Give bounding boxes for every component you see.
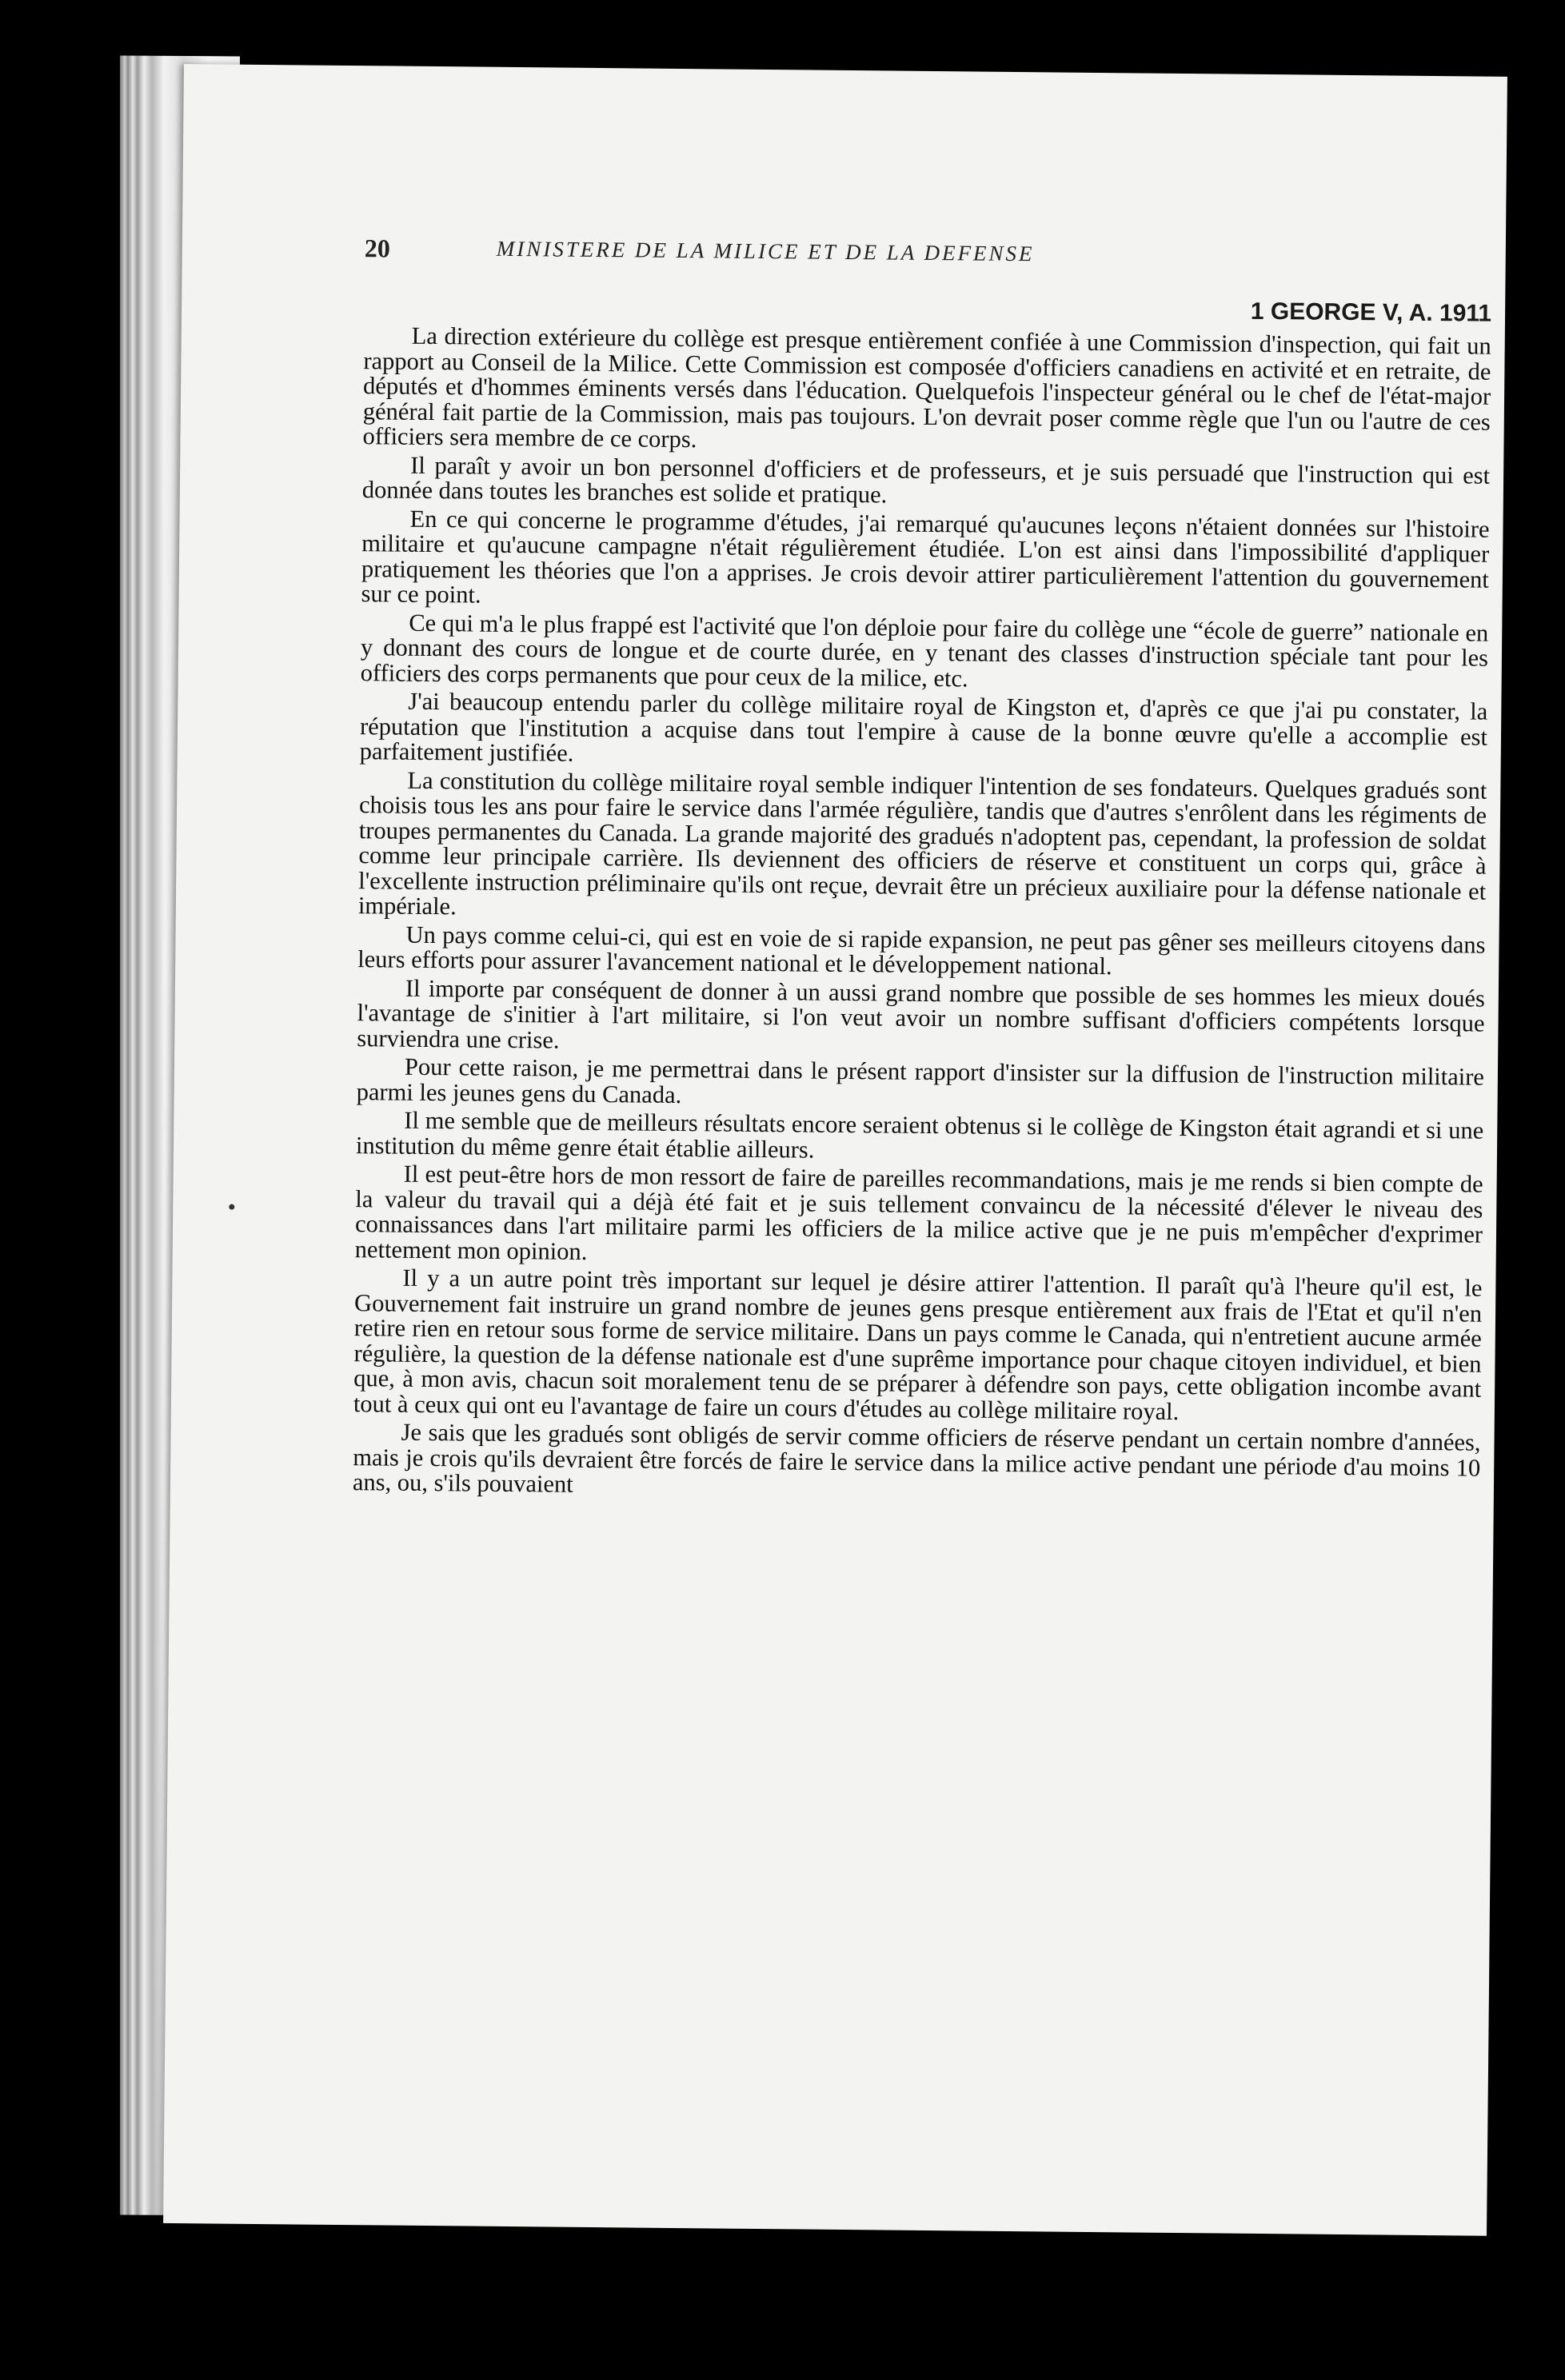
page-number: 20	[364, 234, 390, 263]
paragraph: Je sais que les gradués sont obligés de servir comme officiers de réserve pendant un certain nombre d'années, mais je crois qu'ils devraient être forcés de faire le service dans la milice active pendant une période d'au moins 10 ans, ou, s'ils pouvaient	[352, 1418, 1481, 1498]
paragraph: Il est peut-être hors de mon ressort de faire de pareilles recommandations, mais je me rends si bien compte de la valeur du travail qui a déjà été fait et je suis tellement convaincu de la nécessité d'élever le niveau des connaissances dans l'art militaire parmi les officiers de la milice active que je ne puis m'empêcher d'exprimer nettement mon opinion.	[354, 1160, 1483, 1265]
paragraph: Il paraît y avoir un bon personnel d'officiers et de professeurs, et je suis persuadé que l'instruction qui est donnée dans toutes les branches est solide et pratique.	[361, 451, 1491, 509]
paragraph: Pour cette raison, je me permettrai dans le présent rapport d'insister sur la diffusion de l'instruction militaire parmi les jeunes gens du Canada.	[356, 1052, 1485, 1108]
paragraph: Un pays comme celui-ci, qui est en voie de si rapide expansion, ne peut pas gêner ses meilleurs citoyens dans leurs efforts pour assurer l'avancement national et le développement national.	[357, 920, 1486, 980]
page-content	[353, 234, 1492, 1506]
margin-speck	[229, 1204, 234, 1210]
session-line: 1 GEORGE V, A. 1911	[1250, 298, 1492, 327]
running-header	[364, 234, 1492, 293]
paragraph: J'ai beaucoup entendu parler du collège militaire royal de Kingston et, d'après ce que j'ai pu constater, la réputation que l'institution a acquise dans tout l'empire à cause de la bonne œuvre qu'elle a accomplie est parfaitement justifiée.	[359, 687, 1488, 767]
paragraph: Il me semble que de meilleurs résultats encore seraient obtenus si le collège de Kingston était agrandi et si une institution du même genre était établie ailleurs.	[355, 1106, 1484, 1164]
paragraph: En ce qui concerne le programme d'études, j'ai remarqué qu'aucunes leçons n'étaient données sur l'histoire militaire et qu'aucune campagne n'était régulièrement étudiée. L'on est ainsi dans l'impossibilité d'appliquer pratiquement les théories que l'on a apprises. Je crois devoir attirer particulièrement l'attention du gouvernement sur ce point.	[361, 505, 1490, 609]
running-title: MINISTERE DE LA MILICE ET DE LA DEFENSE	[496, 236, 1035, 266]
paragraph: Il y a un autre point très important sur lequel je désire attirer l'attention. Il paraît qu'à l'heure qu'il est, le Gouvernement fait instruire un grand nombre de jeunes gens presque entièrement aux frais de l'Etat et qu'il n'en retire rien en retour sous forme de service militaire. Dans un pays comme le Canada, qui n'entretient aucune armée régulière, la question de la défense nationale est d'une suprême importance pour chaque citoyen individuel, et bien que, à mon avis, chacun soit moralement tenu de se préparer à défendre son pays, cette obligation incombe avant tout à ceux qui ont eu l'avantage de faire un cours d'études au collège militaire royal.	[353, 1264, 1483, 1425]
paragraph: Il importe par conséquent de donner à un aussi grand nombre que possible de ses hommes les mieux doués l'avantage de s'initier à l'art militaire, si l'on veut avoir un nombre suffisant d'officiers compétents lorsque surviendra une crise.	[357, 974, 1486, 1054]
paragraph: La constitution du collège militaire royal semble indiquer l'intention de ses fondateurs. Quelques gradués sont choisis tous les ans pour faire le service dans l'armée régulière, tandis que d'autres s'enrôlent dans les régiments de troupes permanentes du Canada. La grande majorité des gradués n'adoptent pas, cependant, la profession de soldat comme leur principale carrière. Ils deviennent des officiers de réserve et constituent un corps qui, grâce à l'excellente instruction préliminaire qu'ils ont reçue, devrait être un précieux auxiliaire pour la défense nationale et impériale.	[357, 766, 1487, 920]
paragraph: La direction extérieure du collège est presque entièrement confiée à une Commission d'inspection, qui fait un rapport au Conseil de la Milice. Cette Commission est composée d'officiers canadiens en activité et en retraite, de députés et d'hommes éminents versés dans l'éducation. Quelquefois l'inspecteur général ou le chef de l'état-major général fait partie de la Commission, mais pas toujours. L'on devrait poser comme règle que l'un ou l'autre de ces officiers sera membre de ce corps.	[362, 321, 1491, 453]
document-page	[163, 64, 1507, 2236]
paragraph: Ce qui m'a le plus frappé est l'activité que l'on déploie pour faire du collège une “école de guerre” nationale en y donnant des cours de longue et de courte durée, en y tenant des classes d'instruction spéciale tant pour les officiers des corps permanents que pour ceux de la milice, etc.	[360, 609, 1489, 692]
